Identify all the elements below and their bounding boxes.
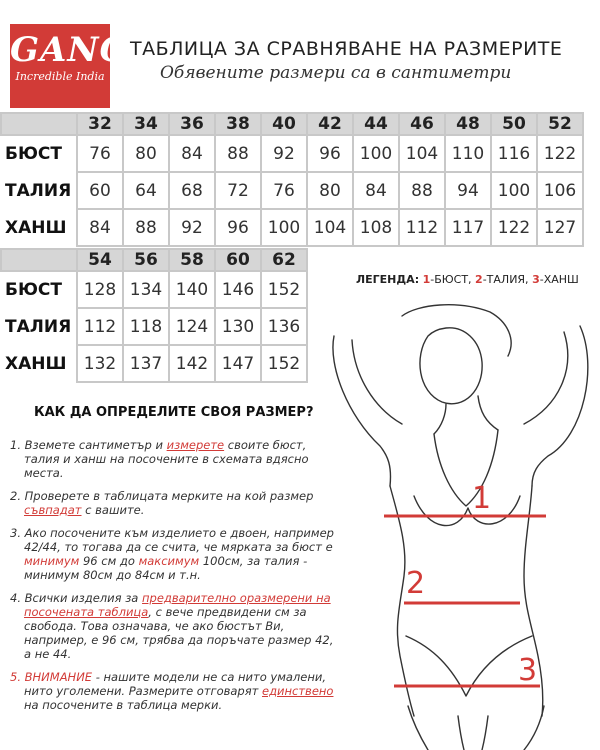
value-cell: 136 [261,308,307,345]
right-arm-outline [532,326,588,486]
legend-num-1: 1 [422,273,431,286]
value-cell: 100 [491,172,537,209]
value-cell: 84 [77,209,123,246]
instruction-step-4 [6,591,336,661]
value-cell: 92 [169,209,215,246]
row-label-hips: ХАНШ [5,353,67,374]
header-corner-cell [1,249,77,271]
torso-left [390,486,414,716]
size-table-main [0,112,584,247]
legend-label: ЛЕГЕНДА: [356,273,420,286]
step-text: своите бюст, талия и ханш на посочените в схемата вдясно места. [24,438,309,480]
row-label-hips: ХАНШ [5,217,67,238]
head-outline [420,328,482,404]
size-label: 44 [353,113,399,135]
size-label: 52 [537,113,583,135]
value-cell: 152 [261,271,307,308]
howto-title: КАК ДА ОПРЕДЕЛИТЕ СВОЯ РАЗМЕР? [34,405,314,420]
value-cell: 130 [215,308,261,345]
left-arm-outline [333,336,391,486]
left-arm-inner [352,340,402,424]
size-label: 38 [215,113,261,135]
highlight-minimum: минимум [24,554,80,568]
highlight-match: съвпадат [24,503,82,517]
bust-marker-number: 1 [472,481,492,516]
instruction-step-3 [6,526,336,582]
waist-marker-number: 2 [406,566,426,601]
size-label: 48 [445,113,491,135]
value-cell: 124 [169,308,215,345]
value-cell: 140 [169,271,215,308]
value-cell: 117 [445,209,491,246]
value-cell: 88 [123,209,169,246]
value-cell: 72 [215,172,261,209]
step-text: 2. Проверете в таблицата мерките на кой размер [10,489,314,503]
value-cell: 84 [353,172,399,209]
row-label-bust: БЮСТ [5,280,62,300]
value-cell: 92 [261,135,307,172]
instruction-step-2 [6,489,336,517]
value-cell: 80 [123,135,169,172]
step-text: 100см, за талия - минимум 80см до 84см и т.н. [24,554,308,582]
table-row-hips [1,209,583,246]
size-label: 42 [307,113,353,135]
table-row-hips [1,345,307,382]
value-cell: 104 [399,135,445,172]
value-cell: 68 [169,172,215,209]
logo-brand: GANG [10,30,130,70]
value-cell: 100 [353,135,399,172]
step-text: на посочените в таблица мерки. [24,698,223,712]
left-leg [408,706,428,750]
size-label: 40 [261,113,307,135]
value-cell: 80 [307,172,353,209]
step-text: 96 см до [79,554,139,568]
legend-num-3: 3 [532,273,540,286]
value-cell: 110 [445,135,491,172]
value-cell: 60 [77,172,123,209]
value-cell: 76 [77,135,123,172]
size-label: 56 [123,249,169,271]
value-cell: 112 [399,209,445,246]
right-leg [524,706,544,750]
value-cell: 88 [215,135,261,172]
step-text: , с вече предвидени см за свобода. Това означава, че ако бюстът Ви, например, е 96 см, трябва да поръчате размер 42, а не 44. [24,605,334,661]
value-cell: 84 [169,135,215,172]
value-cell: 96 [307,135,353,172]
inner-legs [458,716,488,750]
legend [356,273,579,286]
highlight-only: единствено [262,684,334,698]
size-label: 62 [261,249,307,271]
neck-outline [434,396,498,434]
size-label: 32 [77,113,123,135]
legend-text-3: -ХАНШ [539,273,579,286]
value-cell: 152 [261,345,307,382]
highlight-measure: измерете [166,438,225,452]
table-row-waist [1,172,583,209]
value-cell: 76 [261,172,307,209]
row-label-bust: БЮСТ [5,144,62,164]
value-cell: 128 [77,271,123,308]
value-cell: 96 [215,209,261,246]
size-label: 36 [169,113,215,135]
highlight-presized: предварително оразмерени на посочената таблица [24,591,331,619]
legend-text-2: -ТАЛИЯ, [482,273,529,286]
body-measurement-figure [318,296,600,750]
value-cell: 147 [215,345,261,382]
legend-num-2: 2 [475,273,483,286]
value-cell: 122 [491,209,537,246]
size-label: 58 [169,249,215,271]
table-row-bust [1,271,307,308]
size-label: 46 [399,113,445,135]
hair-outline [402,305,511,356]
value-cell: 100 [261,209,307,246]
value-cell: 64 [123,172,169,209]
size-label: 50 [491,113,537,135]
right-arm-inner [524,332,568,424]
bust-contour [414,496,520,526]
value-cell: 142 [169,345,215,382]
value-cell: 112 [77,308,123,345]
value-cell: 116 [491,135,537,172]
highlight-attention: 5. ВНИМАНИЕ [10,670,93,684]
value-cell: 108 [353,209,399,246]
value-cell: 94 [445,172,491,209]
step-text: - нашите модели не са нито умалени, нито уголемени. Размерите отговарят [24,670,327,698]
size-label: 34 [123,113,169,135]
size-label: 60 [215,249,261,271]
logo-tagline: Incredible India [15,70,105,83]
value-cell: 104 [307,209,353,246]
step-text: с вашите. [81,503,145,517]
value-cell: 88 [399,172,445,209]
row-label-waist: ТАЛИЯ [5,316,72,337]
size-header-row [1,113,583,135]
size-table-plus [0,248,308,383]
instruction-step-5 [6,670,336,712]
page-title: ТАБЛИЦА ЗА СРАВНЯВАНЕ НА РАЗМЕРИТЕ [130,38,563,60]
row-label-waist: ТАЛИЯ [5,180,72,201]
step-text: 3. Ако посочените към изделието е двоен, например 42/44, то тогава да се счита, че мярката за бюст е [10,526,334,554]
legend-text-1: -БЮСТ, [430,273,472,286]
highlight-maximum: максимум [138,554,200,568]
instruction-step-1 [6,438,336,480]
value-cell: 127 [537,209,583,246]
hips-marker-number: 3 [518,653,538,688]
step-text: 1. Вземете сантиметър и [10,438,167,452]
table-row-waist [1,308,307,345]
value-cell: 118 [123,308,169,345]
step-text: 4. Всички изделия за [10,591,143,605]
value-cell: 146 [215,271,261,308]
value-cell: 106 [537,172,583,209]
value-cell: 122 [537,135,583,172]
value-cell: 137 [123,345,169,382]
table-row-bust [1,135,583,172]
size-label: 54 [77,249,123,271]
value-cell: 134 [123,271,169,308]
size-header-row [1,249,307,271]
page-subtitle: Обявените размери са в сантиметри [160,63,512,83]
header-corner-cell [1,113,77,135]
instructions-list [6,438,336,721]
value-cell: 132 [77,345,123,382]
brand-logo [10,24,130,108]
